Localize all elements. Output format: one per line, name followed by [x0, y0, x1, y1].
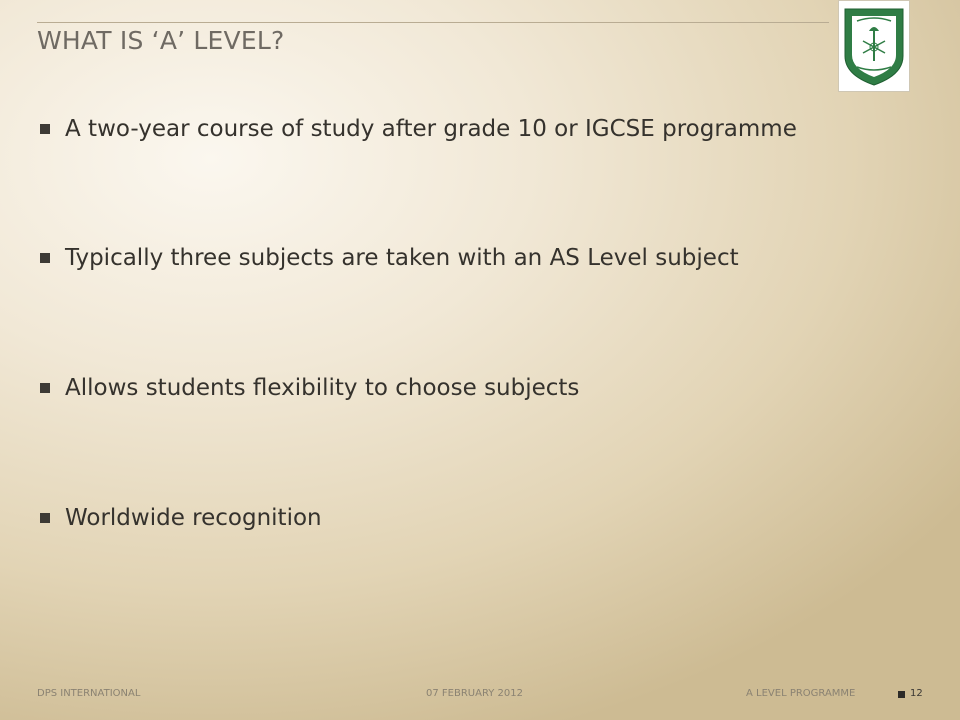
- footer-programme: A LEVEL PROGRAMME: [746, 688, 856, 699]
- bullet-text: Worldwide recognition: [65, 505, 322, 531]
- bullet-item: [40, 375, 579, 401]
- bullet-text: A two-year course of study after grade 10 or IGCSE programme: [65, 116, 797, 142]
- bullet-item: [40, 116, 797, 142]
- bullet-item: [40, 245, 739, 271]
- page-number: 12: [910, 688, 923, 699]
- square-bullet-icon: [40, 383, 50, 393]
- bullet-text: Allows students flexibility to choose subjects: [65, 375, 580, 401]
- slide-title: WHAT IS ‘A’ LEVEL?: [37, 26, 285, 55]
- footer-organization: DPS INTERNATIONAL: [37, 688, 141, 699]
- footer-date: 07 FEBRUARY 2012: [426, 688, 523, 699]
- bullet-item: [40, 505, 322, 531]
- bullet-text: Typically three subjects are taken with an AS Level subject: [65, 245, 739, 271]
- square-bullet-icon: [40, 253, 50, 263]
- page-marker-icon: [898, 691, 905, 698]
- square-bullet-icon: [40, 124, 50, 134]
- square-bullet-icon: [40, 513, 50, 523]
- bullet-list: [40, 0, 920, 600]
